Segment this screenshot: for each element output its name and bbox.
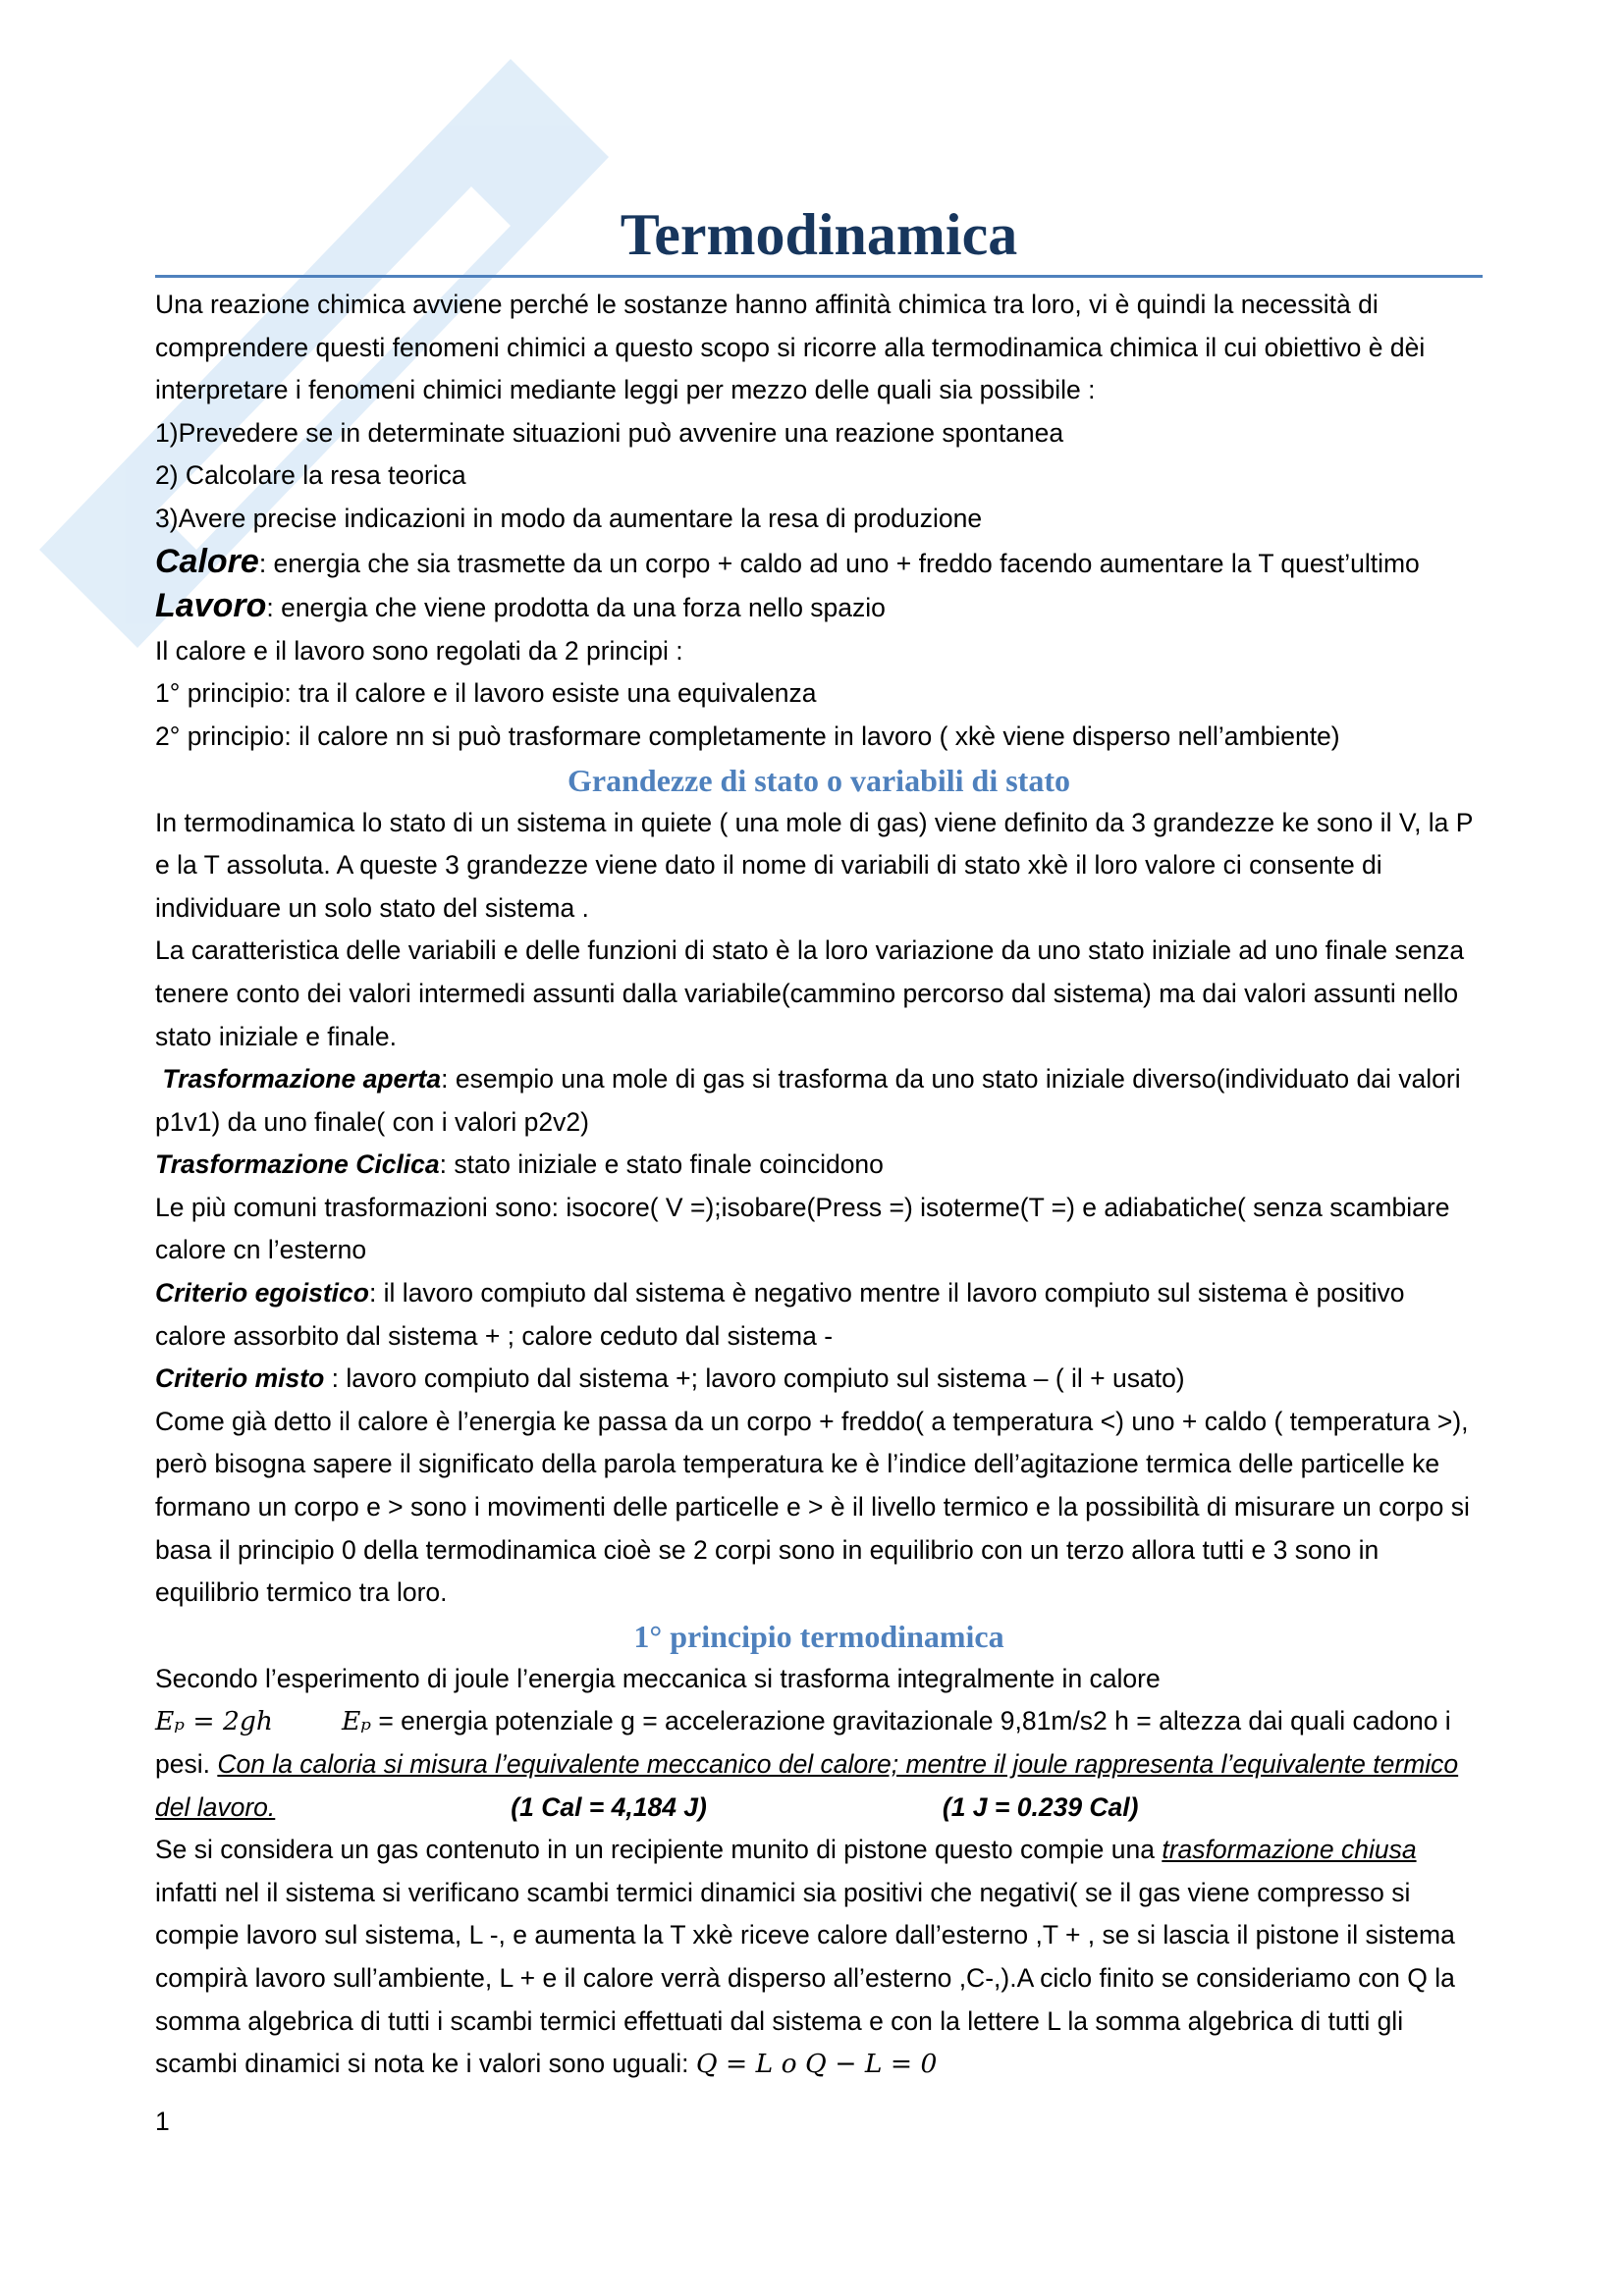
principle-item: 1° principio: tra il calore e il lavoro esiste una equivalenza xyxy=(155,678,817,709)
section-heading-grandezze: Grandezze di stato o variabili di stato xyxy=(568,762,1070,798)
goal-item: 3)Avere precise indicazioni in modo da aumentare la resa di produzione xyxy=(155,503,983,533)
formula-definition: = energia potenziale g = accelerazione gravitazionale 9,81m/s2 h = altezza dai quali cadono i pesi. xyxy=(155,1706,1451,1779)
paragraph: Secondo l’esperimento di joule l’energia meccanica si trasforma integralmente in calore xyxy=(155,1663,1161,1693)
calore-term: Calore xyxy=(155,542,259,580)
principi-intro: Il calore e il lavoro sono regolati da 2 principi : xyxy=(155,635,683,666)
paragraph: Le più comuni trasformazioni sono: isocore( V =);isobare(Press =) isoterme(T =) e adiabatiche( senza scambiare calore cn l’esterno xyxy=(155,1192,1450,1265)
calore-text: : energia che sia trasmette da un corpo + caldo ad uno + freddo facendo aumentare la T quest’ultimo xyxy=(258,548,1420,578)
calore-definition xyxy=(155,541,1483,586)
paragraph: La caratteristica delle variabili e delle funzioni di stato è la loro variazione da uno stato iniziale ad uno finale senza tenere conto dei valori intermedi assunti dalla variabile(cammino percorso dal sistema) ma dai valori assunti nello stato iniziale e finale. xyxy=(155,935,1465,1051)
lavoro-term: Lavoro xyxy=(155,587,267,625)
definition: : lavoro compiuto dal sistema +; lavoro compiuto sul sistema – ( il + usato) xyxy=(324,1363,1185,1394)
section-heading-primo-principio: 1° principio termodinamica xyxy=(633,1618,1004,1654)
criterio-misto xyxy=(155,1358,1483,1401)
term: Criterio misto xyxy=(155,1363,325,1394)
page-title: Termodinamica xyxy=(620,202,1018,267)
text: Se si considera un gas contenuto in un recipiente munito di pistone questo compie una xyxy=(155,1835,1163,1865)
lavoro-text: : energia che viene prodotta da una forza nello spazio xyxy=(266,593,886,623)
term: Trasformazione aperta xyxy=(162,1064,442,1095)
equivalence-cal: (1 Cal = 4,184 J) xyxy=(511,1791,707,1822)
term: Criterio egoistico xyxy=(155,1278,369,1308)
definition: : stato iniziale e stato finale coincidono xyxy=(439,1149,884,1180)
principle-item: 2° principio: il calore nn si può trasformare completamente in lavoro ( xkè viene disperso nell’ambiente) xyxy=(155,721,1340,751)
title-rule xyxy=(155,275,1483,278)
formula-symbol: Eₚ xyxy=(342,1706,371,1737)
criterio-egoistico xyxy=(155,1272,1483,1358)
underlined-term: trasformazione chiusa xyxy=(1162,1835,1417,1865)
trasformazione-ciclica xyxy=(155,1144,1483,1187)
definition: : il lavoro compiuto dal sistema è negativo mentre il lavoro compiuto sul sistema è positivo calore assorbito dal sistema + ; calore ceduto dal sistema - xyxy=(155,1278,1405,1351)
goal-item: 1)Prevedere se in determinate situazioni può avvenire una reazione spontanea xyxy=(155,417,1064,448)
definition: : esempio una mole di gas si trasforma da uno stato iniziale diverso(individuato dai valori p1v1) da uno finale( con i valori p2v2) xyxy=(155,1064,1461,1137)
paragraph xyxy=(155,1829,1483,2086)
text: infatti nel il sistema si verificano scambi termici dinamici sia positivi che negativi( se il gas viene compresso si compie lavoro sul sistema, L -, e aumenta la T xkè riceve calore dall’esterno ,T + , se si lascia il pistone il sistema compirà lavoro sull’ambiente, L + e il calore verrà disperso all’esterno ,C-,).A ciclo finito se consideriamo con Q la somma algebrica di tutti i scambi termici effettuati dal sistema e con la lettere L la somma algebrica di tutti gli scambi dinamici si nota ke i valori sono uguali: xyxy=(155,1877,1455,2079)
document-page xyxy=(155,196,1483,2086)
paragraph: Come già detto il calore è l’energia ke passa da un corpo + freddo( a temperatura <) uno + caldo ( temperatura >), però bisogna sapere il significato della parola temperatura ke è l’indice dell’agitazione termica delle particelle ke formano un corpo e > sono i movimenti delle particelle e > è il livello termico e la possibilità di misurare un corpo si basa il principio 0 della termodinamica cioè se 2 corpi sono in equilibrio con un terzo allora tutti e 3 sono in equilibrio termico tra loro. xyxy=(155,1406,1470,1608)
equivalence-joule: (1 J = 0.239 Cal) xyxy=(942,1791,1139,1822)
paragraph: In termodinamica lo stato di un sistema in quiete ( una mole di gas) viene definito da 3 grandezze ke sono il V, la P e la T assoluta. A queste 3 grandezze viene dato il nome di variabili di stato xkè il loro valore ci consente di individuare un solo stato del sistema . xyxy=(155,807,1473,923)
formula-paragraph xyxy=(155,1700,1483,1829)
term: Trasformazione Ciclica xyxy=(155,1149,440,1180)
intro-paragraph: Una reazione chimica avviene perché le sostanze hanno affinità chimica tra loro, vi è quindi la necessità di comprendere questi fenomeni chimici a questo scopo si ricorre alla termodinamica chimica il cui obiettivo è dèi interpretare i fenomeni chimici mediante leggi per mezzo delle quali sia possibile : xyxy=(155,290,1426,405)
goal-item: 2) Calcolare la resa teorica xyxy=(155,460,466,491)
lavoro-definition xyxy=(155,585,1483,630)
trasformazione-aperta xyxy=(155,1058,1483,1144)
equation: Q = L o Q − L = 0 xyxy=(695,2049,938,2080)
formula: Eₚ = 2gh xyxy=(155,1706,273,1737)
page-number: 1 xyxy=(155,2107,170,2136)
underlined-note: Con la caloria si misura l’equivalente meccanico del calore; mentre il joule rappresenta l’equivalente termico del lavoro. xyxy=(155,1749,1459,1822)
